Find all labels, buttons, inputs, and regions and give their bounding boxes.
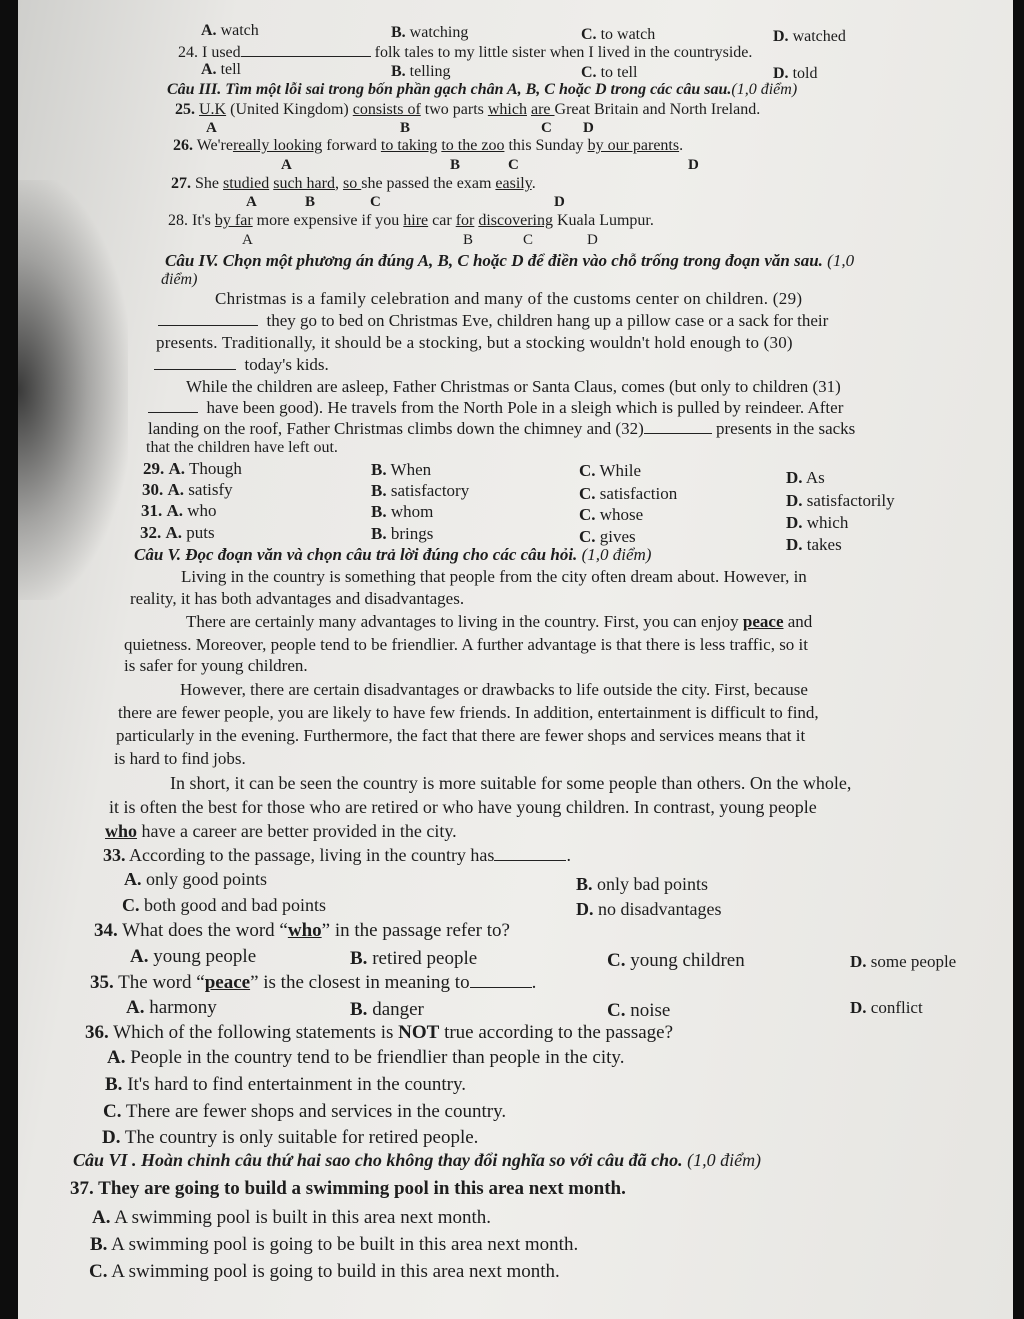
q31-option-b: B. whom [371, 502, 434, 521]
q25-label-b: B [400, 120, 411, 136]
q24-option-d: D. told [773, 65, 818, 82]
q28-label-c: C [523, 232, 534, 248]
q33-option-d: D. no disadvantages [576, 899, 722, 919]
passage4-line-6: have been good). He travels from the North Pole in a sleigh which is pulled by reindeer. After [148, 398, 843, 418]
q30-option-b: B. satisfactory [371, 481, 470, 500]
question-25: 25. U.K (United Kingdom) consists of two parts which are Great Britain and North Ireland. [175, 101, 761, 118]
q26-label-b: B [450, 157, 461, 173]
passage5-line-2: reality, it has both advantages and disadvantages. [130, 589, 465, 608]
q35-option-b: B. danger [350, 999, 424, 1020]
passage5-line-7: there are fewer people, you are likely to have few friends. In addition, entertainment is difficult to find, [118, 703, 819, 722]
q36-option-c: C. There are fewer shops and services in the country. [103, 1101, 507, 1122]
q23-option-d: D. watched [773, 28, 846, 45]
q23-option-a: A. watch [201, 22, 259, 39]
passage4-line-7: landing on the roof, Father Christmas climbs down the chimney and (32) presents in the sacks [148, 419, 856, 438]
q36-option-b: B. It's hard to find entertainment in the country. [105, 1074, 467, 1095]
section-5-heading: Câu V. Đọc đoạn văn và chọn câu trả lời đúng cho các câu hỏi. (1,0 điểm) [134, 545, 652, 564]
passage4-line-2: they go to bed on Christmas Eve, children hang up a pillow case or a sack for their [158, 311, 828, 331]
passage5-line-10: In short, it can be seen the country is more suitable for some people than others. On the whole, [170, 773, 852, 793]
q29-option-c: C. While [579, 461, 642, 480]
q24-option-c: C. to tell [581, 64, 638, 81]
q37-option-b: B. A swimming pool is going to be built in this area next month. [90, 1234, 579, 1255]
passage4-line-1: Christmas is a family celebration and many of the customs center on children. (29) [215, 289, 803, 308]
q32-option-c: C. gives [579, 527, 636, 546]
passage5-line-8: particularly in the evening. Furthermore, the fact that there are fewer shops and services means that it [116, 726, 806, 745]
section-6-heading: Câu VI . Hoàn chỉnh câu thứ hai sao cho không thay đổi nghĩa so với câu đã cho. (1,0 điểm) [73, 1150, 762, 1170]
q34-option-b: B. retired people [350, 948, 478, 969]
q25-label-a: A [206, 120, 217, 136]
q28-label-d: D [587, 232, 598, 248]
q29-option-d: D. As [786, 468, 825, 487]
q32-option-a: 32. A. puts [140, 523, 215, 542]
exam-content [18, 0, 1013, 1319]
question-36: 36. Which of the following statements is NOT true according to the passage? [85, 1022, 674, 1043]
passage4-line-3: presents. Traditionally, it should be a stocking, but a stocking wouldn't hold enough to (30) [156, 333, 793, 352]
passage4-line-4: today's kids. [154, 355, 329, 375]
q28-label-a: A [242, 232, 253, 248]
q27-label-d: D [554, 194, 565, 210]
q30-option-c: C. satisfaction [579, 484, 678, 503]
question-24: 24. I used folk tales to my little sister when I lived in the countryside. [178, 44, 753, 61]
question-37: 37. They are going to build a swimming pool in this area next month. [70, 1178, 626, 1199]
question-34: 34. What does the word “who” in the passage refer to? [94, 920, 510, 941]
q25-label-c: C [541, 120, 552, 136]
exam-paper [18, 0, 1013, 1319]
q24-option-b: B. telling [391, 63, 451, 80]
q25-label-d: D [583, 120, 594, 136]
q26-label-a: A [281, 157, 292, 173]
q26-label-d: D [688, 157, 699, 173]
section-4-heading: Câu IV. Chọn một phương án đúng A, B, C hoặc D để điền vào chỗ trống trong đoạn văn sau. (1,0 [165, 251, 855, 270]
q28-label-b: B [463, 232, 474, 248]
q35-option-c: C. noise [607, 1000, 671, 1021]
question-28: 28. It's by far more expensive if you hire car for discovering Kuala Lumpur. [168, 212, 654, 229]
q33-option-a: A. only good points [124, 869, 268, 889]
passage4-line-5: While the children are asleep, Father Christmas or Santa Claus, comes (but only to children (31) [186, 377, 841, 396]
question-27: 27. She studied such hard, so she passed the exam easily. [171, 175, 536, 192]
q33-option-c: C. both good and bad points [122, 895, 326, 915]
q33-option-b: B. only bad points [576, 874, 709, 894]
q35-option-d: D. conflict [850, 998, 923, 1017]
question-33: 33. According to the passage, living in the country has . [103, 845, 571, 865]
section-3-heading: Câu III. Tìm một lỗi sai trong bốn phần gạch chân A, B, C hoặc D trong các câu sau.(1,0 điểm) [167, 81, 798, 98]
q32-option-b: B. brings [371, 524, 434, 543]
q37-option-a: A. A swimming pool is built in this area next month. [92, 1207, 492, 1228]
q27-label-a: A [246, 194, 257, 210]
q27-label-b: B [305, 194, 316, 210]
passage5-line-3: There are certainly many advantages to living in the country. First, you can enjoy peace and [186, 612, 813, 631]
q23-option-c: C. to watch [581, 26, 656, 43]
q31-option-c: C. whose [579, 505, 644, 524]
q30-option-a: 30. A. satisfy [142, 480, 233, 499]
passage5-line-1: Living in the country is something that people from the city often dream about. However, in [181, 567, 807, 586]
passage5-line-6: However, there are certain disadvantages or drawbacks to life outside the city. First, because [180, 680, 808, 699]
passage5-line-9: is hard to find jobs. [114, 749, 246, 768]
question-35: 35. The word “peace” is the closest in meaning to . [90, 972, 537, 993]
passage5-line-4: quietness. Moreover, people tend to be friendlier. A further advantage is that there is less traffic, so it [124, 635, 809, 654]
q34-option-a: A. young people [130, 946, 257, 967]
q37-option-c: C. A swimming pool is going to build in this area next month. [89, 1261, 560, 1282]
passage5-line-12: who have a career are better provided in the city. [105, 821, 457, 841]
q31-option-a: 31. A. who [141, 501, 217, 520]
passage5-line-5: is safer for young children. [124, 656, 308, 675]
q24-option-a: A. tell [201, 61, 241, 78]
passage5-line-11: it is often the best for those who are retired or who have young children. In contrast, young people [109, 797, 817, 817]
section-4-points: điểm) [161, 271, 198, 288]
q32-option-d: D. takes [786, 535, 842, 554]
q31-option-d: D. which [786, 513, 849, 532]
q29-option-b: B. When [371, 460, 432, 479]
q23-option-b: B. watching [391, 24, 469, 41]
question-26: 26. We'rereally looking forward to taking to the zoo this Sunday by our parents. [173, 137, 684, 154]
q36-option-a: A. People in the country tend to be friendlier than people in the city. [107, 1047, 625, 1068]
q29-option-a: 29. A. Though [143, 459, 242, 478]
q35-option-a: A. harmony [126, 997, 217, 1018]
q27-label-c: C [370, 194, 381, 210]
q36-option-d: D. The country is only suitable for retired people. [102, 1127, 479, 1148]
q26-label-c: C [508, 157, 519, 173]
q30-option-d: D. satisfactorily [786, 491, 895, 510]
q34-option-c: C. young children [607, 950, 745, 971]
q34-option-d: D. some people [850, 952, 957, 971]
passage4-line-8: that the children have left out. [146, 439, 338, 456]
